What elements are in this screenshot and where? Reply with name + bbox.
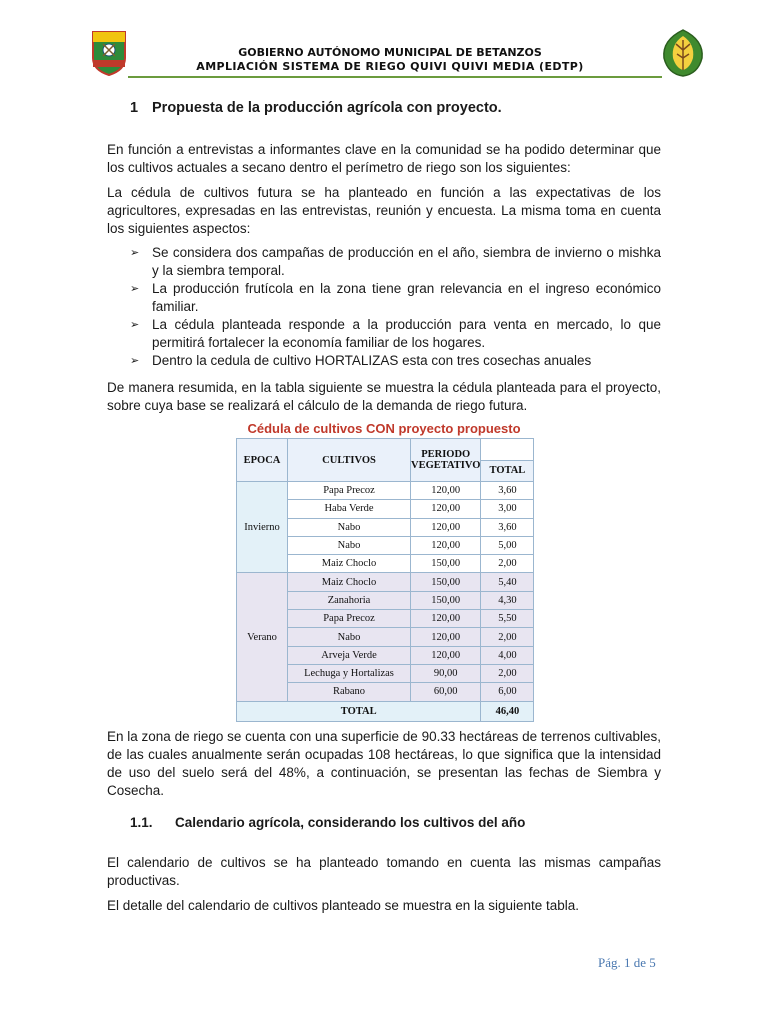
header-total-blank <box>481 439 534 461</box>
list-item: ➢ La cédula planteada responde a la producción para venta en mercado, lo que permitirá fortalecer la economía familiar de los hogares. <box>130 317 661 350</box>
arrow-bullet-icon: ➢ <box>130 319 140 331</box>
table-row: Arveja Verde 120,00 4,00 <box>237 646 534 664</box>
table-row: Lechuga y Hortalizas 90,00 2,00 <box>237 664 534 682</box>
section-title-text: Propuesta de la producción agrícola con proyecto. <box>152 100 502 116</box>
subsection-number: 1.1. <box>130 815 153 830</box>
table-row: Nabo 120,00 5,00 <box>237 536 534 554</box>
season-invierno: Invierno <box>237 482 288 573</box>
section-number: 1 <box>130 100 139 116</box>
subsection-title <box>130 815 525 830</box>
list-item: ➢ Dentro la cedula de cultivo HORTALIZAS esta con tres cosechas anuales <box>130 353 592 368</box>
arrow-bullet-icon: ➢ <box>130 355 140 367</box>
table-row: Haba Verde 120,00 3,00 <box>237 500 534 518</box>
header-project: AMPLIACIÓN SISTEMA DE RIEGO QUIVI QUIVI MEDIA (EDTP) <box>196 60 584 73</box>
total-value: 46,40 <box>481 701 534 721</box>
total-label: TOTAL <box>237 701 481 721</box>
arrow-bullet-icon: ➢ <box>130 247 140 259</box>
header-periodo: PERIODO VEGETATIVO <box>411 439 481 482</box>
table-row: Rabano 60,00 6,00 <box>237 683 534 701</box>
paragraph-irrigation-area: En la zona de riego se cuenta con una superficie de 90.33 hectáreas de terrenos cultivables, de las cuales anualmente serán ocupadas 108 hectáreas, lo que significa que la intensidad de uso del suelo será del 48%, a continuación, se presentan las fechas de Siembra y Cosecha. <box>107 729 661 798</box>
table-row: Papa Precoz 120,00 5,50 <box>237 610 534 628</box>
header-total: TOTAL <box>481 460 534 482</box>
table-row: Invierno Papa Precoz 120,00 3,60 <box>237 482 534 500</box>
page-number: Pág. 1 de 5 <box>598 955 656 970</box>
arrow-bullet-icon: ➢ <box>130 283 140 295</box>
table-row: Nabo 120,00 2,00 <box>237 628 534 646</box>
header-divider <box>128 76 662 78</box>
section-title <box>130 100 502 116</box>
municipal-coat-of-arms-icon <box>90 30 128 76</box>
table-row: Zanahoria 150,00 4,30 <box>237 591 534 609</box>
subsection-title-text: Calendario agrícola, considerando los cultivos del año <box>175 815 526 830</box>
header-cultivos: CULTIVOS <box>288 439 411 482</box>
season-verano: Verano <box>237 573 288 701</box>
table-row: Maiz Choclo 150,00 2,00 <box>237 555 534 573</box>
list-item: ➢ La producción frutícola en la zona tiene gran relevancia en el ingreso económico familiar. <box>130 281 661 314</box>
crop-schedule-table <box>236 438 534 722</box>
table-row: Verano Maiz Choclo 150,00 5,40 <box>237 573 534 591</box>
page-header <box>0 0 768 84</box>
table-row: Nabo 120,00 3,60 <box>237 518 534 536</box>
paragraph-table-intro: De manera resumida, en la tabla siguiente se muestra la cédula planteada para el proyecto, sobre cuya base se realizará el cálculo de la demanda de riego futura. <box>107 380 661 413</box>
table-title: Cédula de cultivos CON proyecto propuesto <box>247 421 521 436</box>
paragraph-calendar: El calendario de cultivos se ha planteado tomando en cuenta las mismas campañas productivas. <box>107 855 661 888</box>
leaf-emblem-icon <box>660 28 706 78</box>
header-municipality: GOBIERNO AUTÓNOMO MUNICIPAL DE BETANZOS <box>238 46 542 59</box>
paragraph-crop-schedule: La cédula de cultivos futura se ha planteado en función a las expectativas de los agricultores, expresadas en las entrevistas, reunión y encuesta. La misma toma en cuenta los siguientes aspectos: <box>107 185 661 236</box>
list-item: ➢ Se considera dos campañas de producción en el año, siembra de invierno o mishka y la siembra temporal. <box>130 245 661 278</box>
header-epoca: EPOCA <box>237 439 288 482</box>
paragraph-calendar-detail: El detalle del calendario de cultivos planteado se muestra en la siguiente tabla. <box>107 898 580 913</box>
paragraph-interviews: En función a entrevistas a informantes clave en la comunidad se ha podido determinar que los cultivos actuales a secano dentro el perímetro de riego son los siguientes: <box>107 142 661 175</box>
aspects-list <box>130 244 661 370</box>
table-total-row <box>237 701 534 721</box>
